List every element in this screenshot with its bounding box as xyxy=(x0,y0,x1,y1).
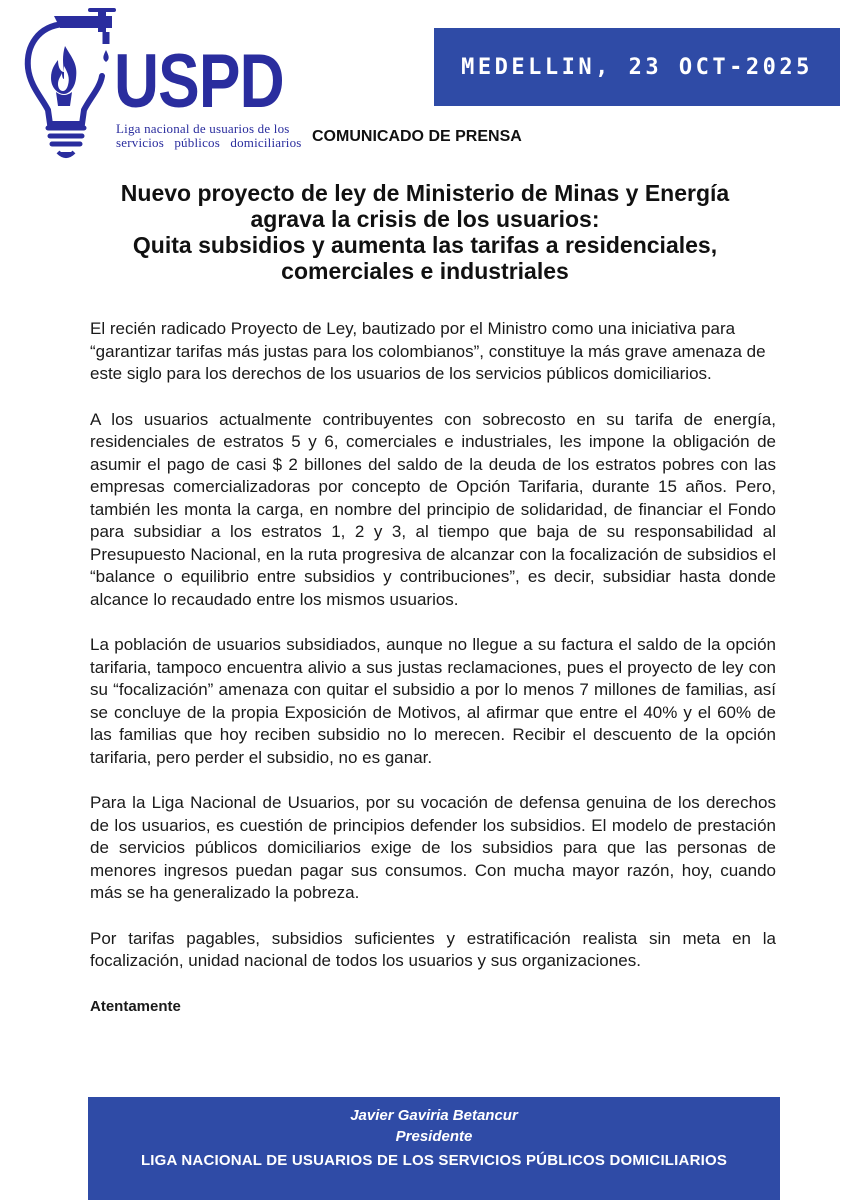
body-paragraph: La población de usuarios subsidiados, aunque no llegue a su factura el saldo de la opción tarifaria, tampoco encuentra alivio a sus justas reclamaciones, pues el proyecto de ley con su “focalización” amenaza con quitar el subsidio a por lo menos 7 millones de familias, así se concluye de la propia Exposición de Motivos, al afirmar que entre el 40% y el 60% de las familias que hoy reciben subsidio no lo merecen. Recibir el descuento de la opción tarifaria, pero perder el subsidio, no es ganar. xyxy=(90,635,776,767)
closing-salutation: Atentamente xyxy=(90,997,181,1015)
body-paragraph: El recién radicado Proyecto de Ley, bautizado por el Ministro como una iniciativa para “garantizar tarifas más justas para los colombianos”, constituye la más grave amenaza de este siglo para los derechos de los usuarios de los servicios públicos domiciliarios. xyxy=(90,319,766,383)
body-paragraph: Para la Liga Nacional de Usuarios, por su vocación de defensa genuina de los derechos de los usuarios, es cuestión de principios defender los subsidios. El modelo de prestación de servicios públicos domiciliarios exige de los subsidios para que las personas de menores ingresos puedan pagar sus consumos. Con mucha mayor razón, hoy, cuando más se ha generalizado la pobreza. xyxy=(90,793,776,902)
headline-line: Nuevo proyecto de ley de Ministerio de Minas y Energía xyxy=(120,180,730,206)
date-text: MEDELLIN, 23 OCT-2025 xyxy=(461,54,813,80)
headline-line: agrava la crisis de los usuarios: xyxy=(250,206,600,232)
body-paragraph: Por tarifas pagables, subsidios suficientes y estratificación realista sin meta en la focalización, unidad nacional de todos los usuarios y sus organizaciones. xyxy=(90,928,776,970)
press-release-body xyxy=(90,318,776,1041)
organization-name: LIGA NACIONAL DE USUARIOS DE LOS SERVICIOS PÚBLICOS DOMICILIARIOS xyxy=(140,1152,728,1169)
headline-line: comerciales e industriales xyxy=(281,258,569,284)
signatory-role: Presidente xyxy=(395,1128,473,1145)
headline xyxy=(90,180,760,284)
signature-footer xyxy=(88,1097,780,1200)
date-banner xyxy=(434,28,840,106)
logo-wordmark: USPD xyxy=(114,39,284,124)
signatory-name: Javier Gaviria Betancur xyxy=(350,1107,518,1124)
document-type-label: COMUNICADO DE PRENSA xyxy=(312,128,522,145)
logo-subtitle: Liga nacional de usuarios de los servicios públicos domiciliarios xyxy=(116,121,302,150)
uspd-logo xyxy=(20,6,300,166)
body-paragraph: A los usuarios actualmente contribuyentes con sobrecosto en su tarifa de energía, residenciales de estratos 5 y 6, comerciales e industriales, les impone la obligación de asumir el pago de casi $ 2 billones del saldo de la deuda de los estratos pobres con las empresas comercializadoras por concepto de Opción Tarifaria, durante 15 años. Pero, también les monta la carga, en nombre del principio de solidaridad, de financiar el Fondo para subsidiar a los estratos 1, 2 y 3, al tiempo que baja de su responsabilidad al Presupuesto Nacional, en la ruta progresiva de alcanzar con la focalización de subsidios el “balance o equilibrio entre subsidios y contribuciones”, es decir, subsidiar hasta donde alcance lo recaudado entre los mismos usuarios. xyxy=(90,409,776,609)
lightbulb-flame-faucet-icon xyxy=(20,6,120,166)
headline-line: Quita subsidios y aumenta las tarifas a residenciales, xyxy=(132,232,718,258)
